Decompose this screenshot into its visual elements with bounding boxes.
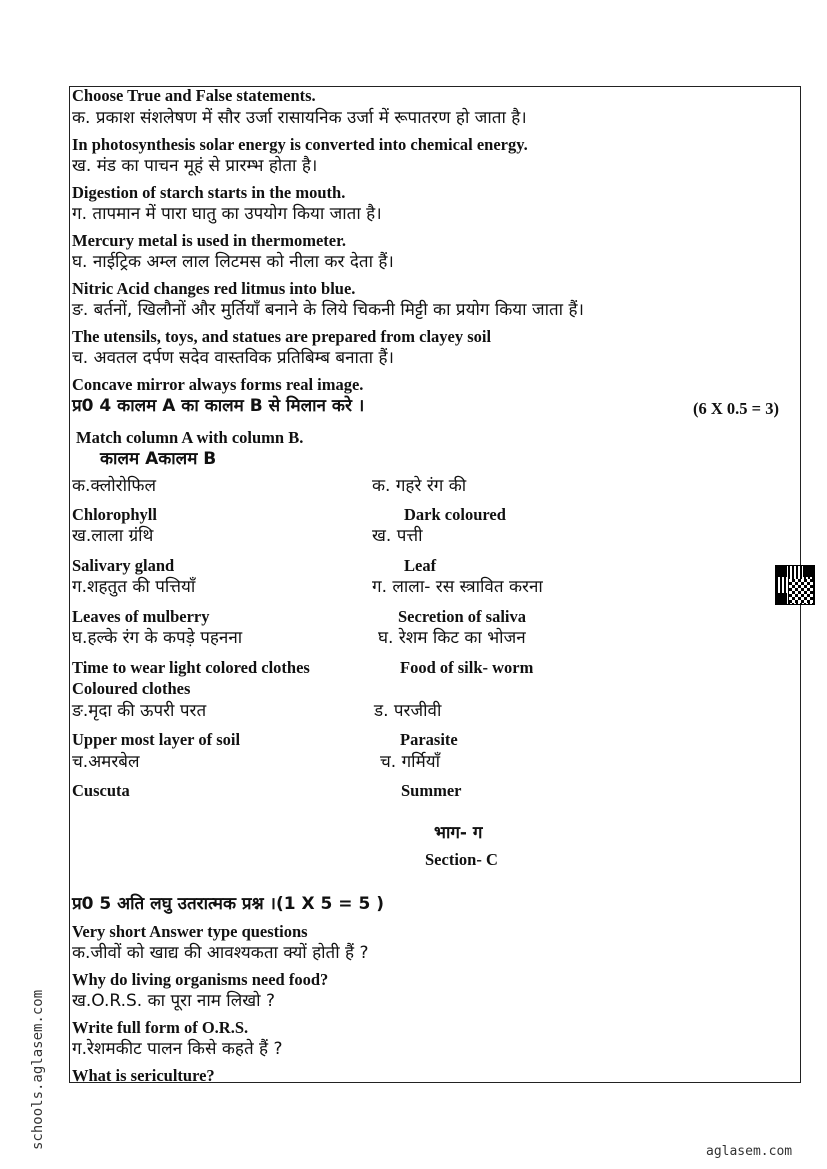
q4-row-2-a-hindi: ख.लाला ग्रंथि xyxy=(72,526,154,546)
q5-item-a-hindi: क.जीवों को खाद्य की आवश्यकता क्यों होती हैं ? xyxy=(72,943,369,963)
q4-row-1-a-english: Chlorophyll xyxy=(72,505,157,524)
q4-row-6-b-hindi: च. गर्मियाँ xyxy=(380,752,441,772)
q4-row-5-b-hindi: ड. परजीवी xyxy=(374,701,442,721)
q4-row-4-a-english: Time to wear light colored clothes xyxy=(72,658,310,677)
q4-row-1-b-hindi: क. गहरे रंग की xyxy=(372,476,467,496)
q4-row-3-a-hindi: ग.शहतुत की पत्तियाँ xyxy=(72,577,196,597)
q5-heading-hindi: प्र0 5 अति लघु उतरात्मक प्रश्न ।(1 X 5 = 5 ) xyxy=(72,894,384,914)
q4-row-1-b-english: Dark coloured xyxy=(404,505,506,524)
q4-row-6-b-english: Summer xyxy=(401,781,462,800)
q4-row-5-a-english: Upper most layer of soil xyxy=(72,730,241,749)
q5-item-a-english: Why do living organisms need food? xyxy=(72,970,329,989)
q3-item-e-english: The utensils, toys, and statues are prepared from clayey soil xyxy=(72,327,492,346)
q4-columns-label: कालम Aकालम B xyxy=(100,449,217,469)
q3-item-d-english: Nitric Acid changes red litmus into blue. xyxy=(72,279,356,298)
q3-item-c-english: Mercury metal is used in thermometer. xyxy=(72,231,347,250)
q4-row-5-a-hindi: ङ.मृदा की ऊपरी परत xyxy=(72,701,207,721)
q3-item-f-hindi: च. अवतल दर्पण सदेव वास्तविक प्रतिबिम्ब बनाता हैं। xyxy=(72,348,394,368)
q4-row-3-b-english: Secretion of saliva xyxy=(398,607,527,626)
q3-item-f-english: Concave mirror always forms real image. xyxy=(72,375,364,394)
q3-heading: Choose True and False statements. xyxy=(72,86,316,105)
section-title-english: Section- C xyxy=(425,850,498,869)
q3-item-c-hindi: ग. तापमान में पारा घातु का उपयोग किया जाता है। xyxy=(72,204,382,224)
qr-code-icon xyxy=(776,566,814,604)
q3-item-d-hindi: घ. नाईट्रिक अम्ल लाल लिटमस को नीला कर देता हैं। xyxy=(72,252,394,272)
q3-item-e-hindi: ङ. बर्तनों, खिलौनों और मुर्तियाँ बनाने के लिये चिकनी मिट्टी का प्रयोग किया जाता हैं। xyxy=(72,300,584,320)
q4-row-2-a-english: Salivary gland xyxy=(72,556,175,575)
q4-row-4-a-hindi: घ.हल्के रंग के कपड़े पहनना xyxy=(72,628,243,648)
q4-row-3-a-english: Leaves of mulberry xyxy=(72,607,210,626)
q5-item-b-hindi: ख.O.R.S. का पूरा नाम लिखो ? xyxy=(72,991,275,1011)
q4-row-6-a-english: Cuscuta xyxy=(72,781,130,800)
q4-row-1-a-hindi: क.क्लोरोफिल xyxy=(72,476,157,496)
q4-row-2-b-english: Leaf xyxy=(404,556,437,575)
q4-row-3-b-hindi: ग. लाला- रस स्त्रावित करना xyxy=(372,577,543,597)
q3-item-b-hindi: ख. मंड का पाचन मूहं से प्रारम्भ होता है। xyxy=(72,156,318,176)
q5-heading-english: Very short Answer type questions xyxy=(72,922,308,941)
q4-row-4-b-hindi: घ. रेशम किट का भोजन xyxy=(378,628,526,648)
q4-row-2-b-hindi: ख. पत्ती xyxy=(372,526,423,546)
q4-row-5-b-english: Parasite xyxy=(400,730,458,749)
q4-heading-english: Match column A with column B. xyxy=(76,428,304,447)
q4-marks: (6 X 0.5 = 3) xyxy=(693,399,779,418)
q3-item-a-hindi: क. प्रकाश संशलेषण में सौर उर्जा रासायनिक उर्जा में रूपातरण हो जाता है। xyxy=(72,108,527,128)
footer-watermark: aglasem.com xyxy=(706,1144,793,1159)
q4-row-6-a-hindi: च.अमरबेल xyxy=(72,752,140,772)
side-watermark: schools.aglasem.com xyxy=(30,989,46,1150)
q4-row-4-b-english: Food of silk- worm xyxy=(400,658,534,677)
q5-item-c-hindi: ग.रेशमकीट पालन किसे कहते हैं ? xyxy=(72,1039,283,1059)
q4-heading-hindi: प्र0 4 कालम A का कालम B से मिलान करे । xyxy=(72,396,365,416)
section-title-hindi: भाग- ग xyxy=(434,823,483,843)
q5-item-b-english: Write full form of O.R.S. xyxy=(72,1018,249,1037)
q4-row-4-a-english-2: Coloured clothes xyxy=(72,679,191,698)
q5-item-c-english: What is sericulture? xyxy=(72,1066,215,1085)
q3-item-b-english: Digestion of starch starts in the mouth. xyxy=(72,183,346,202)
q3-item-a-english: In photosynthesis solar energy is converted into chemical energy. xyxy=(72,135,528,154)
